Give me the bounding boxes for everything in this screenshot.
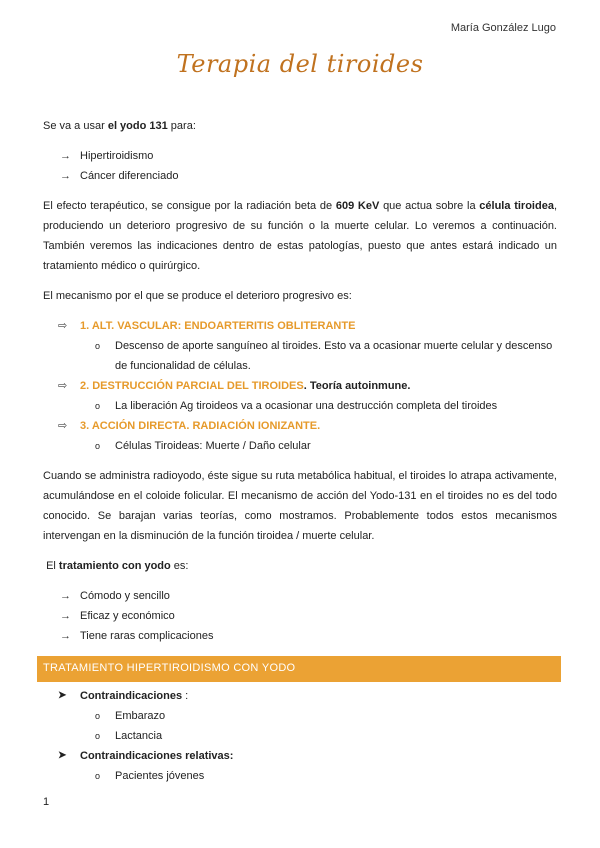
contraindication-text: Lactancia: [115, 730, 163, 742]
section-heading-bar: TRATAMIENTO HIPERTIROIDISMO CON YODO: [37, 656, 561, 682]
intro-bold: el yodo 131: [107, 120, 168, 132]
treatment-prop-text: Cómodo y sencillo: [80, 590, 170, 602]
page-number: 1: [43, 796, 50, 808]
mechanism-title: 2. DESTRUCCIÓN PARCIAL DEL TIROIDES: [80, 380, 304, 392]
treatment-prop-item: [60, 606, 557, 626]
mechanism-sub-item: [95, 436, 557, 456]
effect-energy: 609 KeV: [335, 200, 380, 212]
effect-text: El efecto terapéutico, se consigue por la radiación beta de: [43, 200, 336, 212]
bullet-o-icon: o: [95, 731, 101, 741]
hollow-arrow-icon: ⇨: [58, 320, 68, 332]
hollow-arrow-icon: ⇨: [58, 420, 68, 432]
effect-paragraph: [43, 196, 557, 276]
contraindication-sub-item: [95, 706, 557, 726]
arrow-icon: →: [60, 630, 71, 642]
mechanism-sub-text: Células Tiroideas: Muerte / Daño celular: [115, 440, 311, 452]
use-text: Cáncer diferenciado: [80, 170, 179, 182]
treatment-intro: [43, 556, 557, 576]
mechanism-extra: . Teoría autoinmune.: [303, 380, 411, 392]
treatment-bold: tratamiento con yodo: [58, 560, 171, 572]
arrow-icon: →: [60, 610, 71, 622]
mechanism-item: [58, 316, 557, 336]
bullet-o-icon: o: [95, 711, 101, 721]
mechanism-item: [58, 416, 557, 436]
use-text: Hipertiroidismo: [80, 150, 154, 162]
bullet-o-icon: o: [95, 341, 101, 351]
bullet-o-icon: o: [95, 441, 101, 451]
contraindications-suffix: :: [185, 690, 189, 702]
arrowhead-icon: ➤: [58, 690, 67, 701]
mechanism-item: [58, 376, 557, 396]
mechanism-sub-item: [95, 396, 557, 416]
relative-contraindication-text: Pacientes jóvenes: [115, 770, 205, 782]
mechanism-sub-text: Descenso de aporte sanguíneo al tiroides. Esto va a ocasionar muerte celular y descenso de funcionalidad de células.: [115, 340, 553, 372]
mechanism-sub-item: [95, 336, 557, 376]
effect-text: , produciendo un deterioro progresivo de su función o la muerte celular. Lo veremos a continuación. También veremos las indicaciones dentro de estas patologías, puesto que antes estará indicado un tratamiento médico o quirúrgico.: [43, 200, 557, 272]
document-body: [43, 116, 557, 786]
use-item: [60, 166, 557, 186]
author-name: María González Lugo: [450, 22, 556, 34]
hollow-arrow-icon: ⇨: [58, 380, 68, 392]
arrow-icon: →: [60, 150, 71, 162]
treatment-prop-text: Tiene raras complicaciones: [80, 630, 214, 642]
mechanism-title: 1. ALT. VASCULAR: ENDOARTERITIS OBLITERANTE: [80, 320, 356, 332]
arrow-icon: →: [60, 170, 71, 182]
intro-pre: Se va a usar: [43, 120, 108, 132]
contraindication-sub-item: [95, 726, 557, 746]
effect-cell: célula tiroidea: [479, 200, 554, 212]
use-item: [60, 146, 557, 166]
treatment-prop-text: Eficaz y económico: [80, 610, 175, 622]
treatment-pre: El: [46, 560, 59, 572]
arrowhead-icon: ➤: [58, 750, 67, 761]
page-title: Terapia del tiroides: [176, 50, 424, 78]
treatment-post: es:: [170, 560, 189, 572]
relative-contraindication-sub-item: [95, 766, 557, 786]
relative-contraindications-label: Contraindicaciones relativas:: [80, 750, 234, 762]
contraindication-text: Embarazo: [115, 710, 166, 722]
mechanism-sub-text: La liberación Ag tiroideos va a ocasionar una destrucción completa del tiroides: [115, 400, 498, 412]
mechanism-title: 3. ACCIÓN DIRECTA. RADIACIÓN IONIZANTE.: [80, 420, 321, 432]
intro-line: [43, 116, 557, 136]
contraindications-label: Contraindicaciones: [80, 690, 183, 702]
treatment-prop-item: [60, 586, 557, 606]
relative-contraindications-item: [58, 746, 557, 766]
mechanism-intro: El mecanismo por el que se produce el deterioro progresivo es:: [43, 290, 352, 302]
radioyodo-paragraph: Cuando se administra radioyodo, éste sigue su ruta metabólica habitual, el tiroides lo atrapa activamente, acumulándose en el coloide folicular. El mecanismo de acción del Yodo-131 en el tiroides no es del todo conocido. Se barajan varias teorías, como mostramos. Probablemente todos estos mecanismos intervengan en la disminución de la función tiroidea / muerte celular.: [43, 470, 557, 542]
treatment-prop-item: [60, 626, 557, 646]
contraindications-item: [58, 686, 557, 706]
effect-text: que actua sobre la: [379, 200, 480, 212]
intro-post: para:: [167, 120, 196, 132]
arrow-icon: →: [60, 590, 71, 602]
bullet-o-icon: o: [95, 401, 101, 411]
bullet-o-icon: o: [95, 771, 101, 781]
